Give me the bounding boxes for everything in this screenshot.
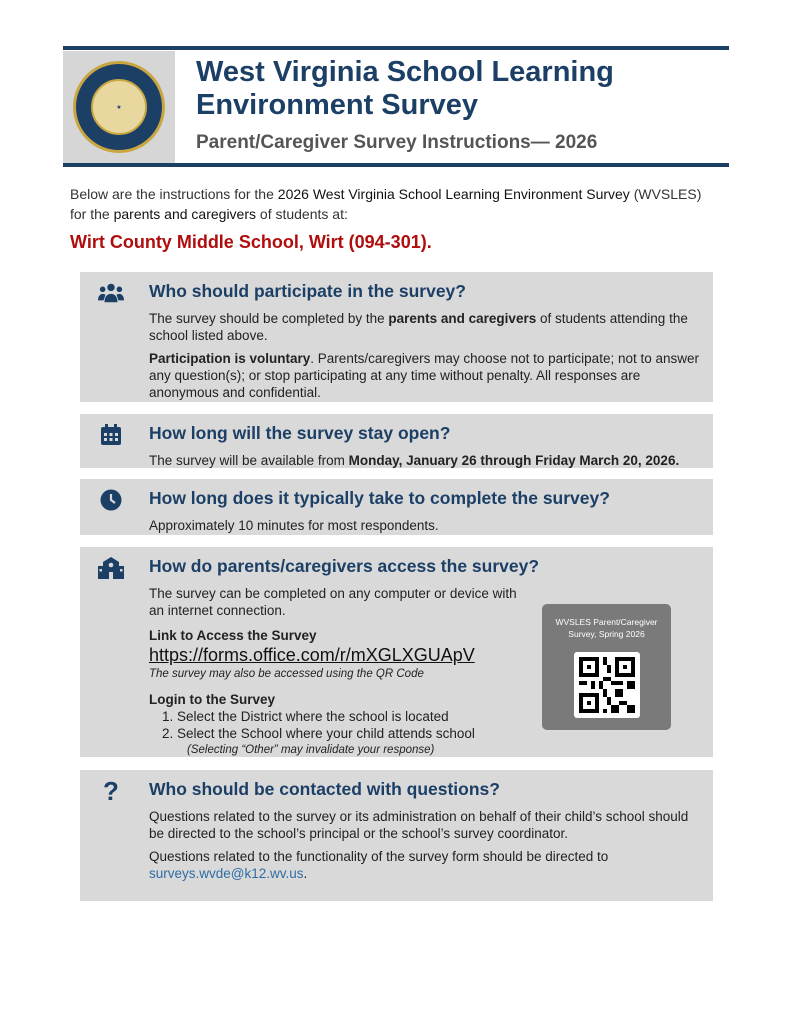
t: of students attending the school listed above.	[149, 311, 688, 343]
t: The survey should be completed by the	[149, 311, 389, 326]
school-icon	[98, 555, 124, 581]
clock-icon	[98, 487, 124, 513]
qr-caption: WVSLES Parent/Caregiver Survey, Spring 2026	[555, 617, 658, 639]
section-text	[149, 350, 703, 401]
intro-6: of students at:	[256, 206, 348, 222]
t-bold: parents and caregivers	[388, 311, 537, 326]
people-icon	[98, 280, 124, 306]
t: The survey will be available from	[149, 453, 349, 468]
t-bold: Participation is voluntary	[149, 351, 311, 366]
email-link[interactable]: surveys.wvde@k12.wv.us	[149, 866, 304, 881]
qr-note: The survey may also be accessed using the QR Code	[149, 668, 424, 680]
section-heading: How long does it typically take to complete the survey?	[149, 488, 610, 508]
t: .	[303, 866, 308, 881]
section-heading: Who should be contacted with questions?	[149, 779, 500, 799]
page-subtitle: Parent/Caregiver Survey Instructions— 2026	[196, 132, 598, 153]
intro-4: for the	[70, 206, 114, 222]
section-contacts	[80, 770, 713, 901]
login-step: 1. Select the District where the school is located	[177, 708, 529, 725]
intro-1: Below are the instructions for the	[70, 186, 278, 202]
step-note: (Selecting “Other” may invalidate your response)	[187, 744, 435, 756]
question-icon: ?	[103, 775, 119, 806]
top-rule	[63, 46, 729, 50]
section-text	[149, 848, 703, 882]
login-label: Login to the Survey	[149, 692, 276, 707]
title-line-2: Environment Survey	[196, 89, 479, 121]
intro-audience: parents and caregivers	[113, 206, 257, 222]
intro-3: (WVSLES)	[629, 186, 702, 202]
section-text: Questions related to the survey or its administration on behalf of their child’s school should be directed to the school’s principal or the school’s survey coordinator.	[149, 809, 689, 841]
section-duration	[80, 479, 713, 535]
title-line-1: West Virginia School Learning	[196, 56, 614, 88]
t: Questions related to the functionality of the survey form should be directed to	[149, 849, 609, 864]
link-label: Link to Access the Survey	[149, 628, 317, 643]
login-step: 2. Select the School where your child attends school	[177, 725, 529, 742]
login-steps	[177, 708, 529, 742]
section-open-dates	[80, 414, 713, 468]
section-heading: How long will the survey stay open?	[149, 423, 451, 443]
section-text: The survey can be completed on any computer or device with an internet connection.	[149, 586, 517, 618]
qr-code[interactable]	[574, 652, 640, 718]
section-heading: How do parents/caregivers access the survey?	[149, 556, 540, 576]
survey-link[interactable]: https://forms.office.com/r/mXGLXGUApV	[149, 645, 475, 665]
section-text	[149, 452, 703, 469]
section-participate	[80, 272, 713, 402]
bottom-rule	[63, 163, 729, 167]
school-name: Wirt County Middle School, Wirt (094-301).	[70, 232, 432, 252]
t: . Parents/caregivers may choose not to participate; not to answer any question(s); or stop participating at any time without penalty. All responses are anonymous and confidential.	[149, 351, 699, 400]
intro-survey-name: 2026 West Virginia School Learning Environment Survey	[277, 186, 630, 202]
qr-card	[542, 604, 671, 730]
calendar-icon	[98, 422, 124, 448]
page-title	[196, 56, 614, 122]
wvde-seal-logo: ★	[63, 51, 175, 163]
section-access	[80, 547, 713, 757]
section-heading: Who should participate in the survey?	[149, 281, 466, 301]
t-bold: Monday, January 26 through Friday March 20, 2026.	[348, 453, 680, 468]
section-text: Approximately 10 minutes for most respondents.	[149, 518, 439, 533]
section-text	[149, 310, 703, 344]
intro-text	[70, 184, 730, 224]
